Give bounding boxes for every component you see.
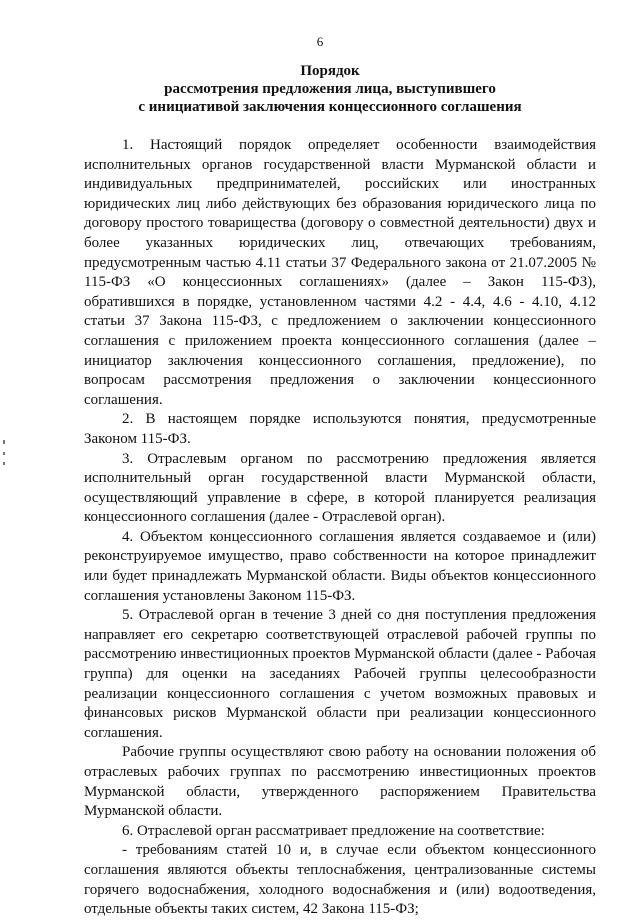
paragraph-8: - требованиям статей 10 и, в случае если объектом концессионного соглашения являются объекты теплоснабжения, централизованные системы горячего водоснабжения, холодного водоснабжения и (или) водоотведения, отдельные объекты таких систем, 42 Закона 115-ФЗ;	[84, 842, 596, 918]
paragraph-6: Рабочие группы осуществляют свою работу на основании положения об отраслевых рабочих группах по рассмотрению инвестиционных проектов Мурманской области, утвержденного распоряжением Правительства Мурманской области.	[84, 744, 596, 820]
paragraph-1: 1. Настоящий порядок определяет особенности взаимодействия исполнительных органов государственной власти Мурманской области и индивидуальных предпринимателей, российских или иностранных юридических лиц либо действующих без образования юридического лица по договору простого товарищества (договору о совместной деятельности) двух и более указанных юридических лиц, отвечающих требованиям, предусмотренным частью 4.11 статьи 37 Федерального закона от 21.07.2005 № 115-ФЗ «О концессионных соглашениях» (далее – Закон 115-ФЗ), обратившихся в порядке, установленном частями 4.2 - 4.4, 4.6 - 4.10, 4.12 статьи 37 Закона 115-ФЗ, с предложением о заключении концессионного соглашения с приложением проекта концессионного соглашения (далее – инициатор заключения концессионного соглашения, предложение), по вопросам рассмотрения предложения о заключении концессионного соглашения.	[84, 137, 596, 408]
page-number: 6	[316, 34, 324, 49]
paragraph-2: 2. В настоящем порядке используются понятия, предусмотренные Законом 115-ФЗ.	[84, 411, 596, 447]
document-body	[84, 136, 596, 920]
title-line-3: с инициативой заключения концессионного соглашения	[138, 99, 522, 115]
document-title	[60, 62, 600, 116]
title-line-2: рассмотрения предложения лица, выступившего	[164, 81, 496, 97]
paragraph-5: 5. Отраслевой орган в течение 3 дней со дня поступления предложения направляет его секретарю соответствующей отраслевой рабочей группы по рассмотрению инвестиционных проектов Мурманской области (далее - Рабочая группа) для оценки на заседаниях Рабочей группы целесообразности реализации концессионного соглашения с учетом возможных правовых и финансовых рисков Мурманской области при реализации концессионного соглашения.	[84, 607, 596, 741]
scan-artifact-mark	[3, 462, 5, 465]
paragraph-4: 4. Объектом концессионного соглашения является создаваемое и (или) реконструируемое имущество, право собственности на которое принадлежит или будет принадлежать Мурманской области. Виды объектов концессионного соглашения установлены Законом 115-ФЗ.	[84, 528, 596, 604]
scan-artifact-mark	[3, 440, 5, 444]
scan-artifact-mark	[3, 452, 5, 455]
paragraph-7: 6. Отраслевой орган рассматривает предложение на соответствие:	[122, 822, 545, 839]
paragraph-3: 3. Отраслевым органом по рассмотрению предложения является исполнительный орган государственной власти Мурманской области, осуществляющий управление в сфере, в которой планируется реализация концессионного соглашения (далее - Отраслевой орган).	[84, 450, 596, 526]
title-line-1: Порядок	[300, 63, 360, 79]
